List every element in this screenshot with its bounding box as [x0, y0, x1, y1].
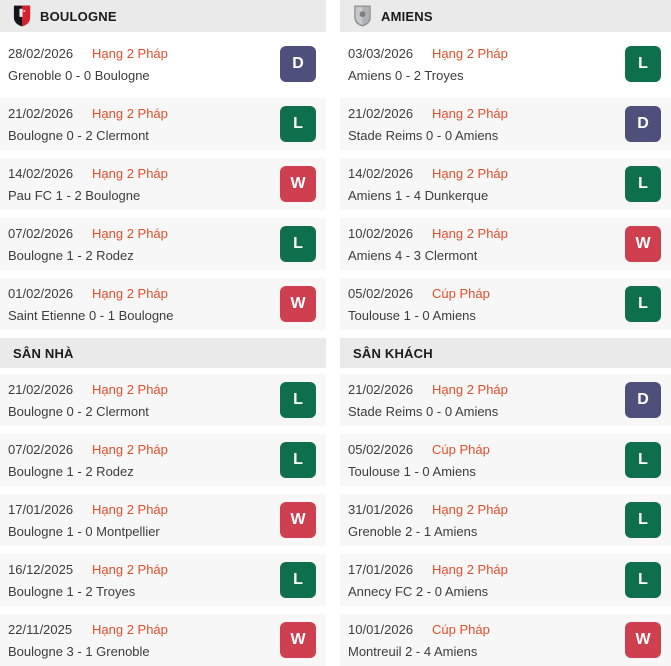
boulogne-recent-matches: [0, 38, 326, 330]
match-score: Boulogne 1 - 2 Troyes: [8, 584, 136, 599]
result-badge: W: [280, 622, 316, 658]
match-score: Amiens 4 - 3 Clermont: [348, 248, 478, 263]
match-date: 22/11/2025: [8, 622, 73, 637]
competition-label: Hạng 2 Pháp: [92, 382, 168, 397]
competition-label: Hạng 2 Pháp: [432, 502, 508, 517]
match-date: 17/01/2026: [8, 502, 74, 517]
match-row[interactable]: [0, 614, 326, 666]
result-badge: L: [280, 382, 316, 418]
match-score: Boulogne 1 - 0 Montpellier: [8, 524, 160, 539]
match-score: Saint Etienne 0 - 1 Boulogne: [8, 308, 174, 323]
section-header-home: [0, 338, 326, 368]
result-badge: L: [280, 442, 316, 478]
match-date: 21/02/2026: [8, 106, 74, 121]
match-row[interactable]: [0, 218, 326, 270]
match-date: 31/01/2026: [348, 502, 414, 517]
match-date: 07/02/2026: [8, 226, 74, 241]
result-badge: W: [280, 166, 316, 202]
competition-label: Hạng 2 Pháp: [92, 622, 168, 637]
competition-label: Hạng 2 Pháp: [432, 166, 508, 181]
boulogne-home-matches: [0, 374, 326, 666]
match-row[interactable]: [340, 158, 671, 210]
competition-label: Cúp Pháp: [432, 622, 490, 637]
result-badge: L: [625, 166, 661, 202]
result-badge: W: [280, 286, 316, 322]
match-row[interactable]: [0, 158, 326, 210]
result-badge: D: [625, 106, 661, 142]
result-badge: L: [625, 442, 661, 478]
result-badge: D: [280, 46, 316, 82]
competition-label: Hạng 2 Pháp: [92, 166, 168, 181]
result-badge: L: [280, 562, 316, 598]
team-name: AMIENS: [381, 8, 433, 24]
result-badge: W: [625, 622, 661, 658]
match-score: Toulouse 1 - 0 Amiens: [348, 464, 476, 479]
match-date: 01/02/2026: [8, 286, 74, 301]
boulogne-crest-icon: [13, 5, 31, 27]
match-score: Annecy FC 2 - 0 Amiens: [348, 584, 489, 599]
competition-label: Hạng 2 Pháp: [92, 226, 168, 241]
match-row[interactable]: [340, 434, 671, 486]
match-score: Grenoble 2 - 1 Amiens: [348, 524, 478, 539]
match-score: Montreuil 2 - 4 Amiens: [348, 644, 478, 659]
competition-label: Hạng 2 Pháp: [92, 442, 168, 457]
match-score: Grenoble 0 - 0 Boulogne: [8, 68, 150, 83]
result-badge: D: [625, 382, 661, 418]
match-row[interactable]: [340, 554, 671, 606]
match-row[interactable]: [0, 434, 326, 486]
result-badge: L: [280, 106, 316, 142]
competition-label: Hạng 2 Pháp: [432, 562, 508, 577]
amiens-away-matches: [340, 374, 671, 666]
match-date: 05/02/2026: [348, 442, 414, 457]
team-header-boulogne: [0, 0, 326, 32]
competition-label: Cúp Pháp: [432, 442, 490, 457]
match-score: Amiens 0 - 2 Troyes: [348, 68, 464, 83]
match-score: Boulogne 1 - 2 Rodez: [8, 464, 134, 479]
match-row[interactable]: [340, 278, 671, 330]
match-date: 10/02/2026: [348, 226, 414, 241]
result-badge: L: [625, 562, 661, 598]
match-score: Amiens 1 - 4 Dunkerque: [348, 188, 489, 203]
match-date: 21/02/2026: [8, 382, 74, 397]
match-score: Stade Reims 0 - 0 Amiens: [348, 404, 499, 419]
match-date: 14/02/2026: [8, 166, 74, 181]
match-row[interactable]: [340, 614, 671, 666]
result-badge: L: [625, 502, 661, 538]
column-amiens: [340, 0, 671, 666]
competition-label: Hạng 2 Pháp: [432, 46, 508, 61]
match-row[interactable]: [0, 98, 326, 150]
match-date: 10/01/2026: [348, 622, 414, 637]
result-badge: W: [280, 502, 316, 538]
column-boulogne: [0, 0, 326, 666]
match-row[interactable]: [0, 278, 326, 330]
match-row[interactable]: [0, 554, 326, 606]
match-date: 07/02/2026: [8, 442, 74, 457]
match-date: 17/01/2026: [348, 562, 414, 577]
match-row[interactable]: [0, 494, 326, 546]
team-name: BOULOGNE: [40, 8, 117, 24]
match-score: Toulouse 1 - 0 Amiens: [348, 308, 476, 323]
match-row[interactable]: [340, 374, 671, 426]
match-date: 21/02/2026: [348, 382, 414, 397]
competition-label: Hạng 2 Pháp: [92, 502, 168, 517]
competition-label: Cúp Pháp: [432, 286, 490, 301]
team-header-amiens: [340, 0, 671, 32]
match-score: Boulogne 3 - 1 Grenoble: [8, 644, 150, 659]
competition-label: Hạng 2 Pháp: [92, 286, 168, 301]
result-badge: W: [625, 226, 661, 262]
result-badge: L: [625, 46, 661, 82]
competition-label: Hạng 2 Pháp: [92, 106, 168, 121]
match-date: 03/03/2026: [348, 46, 414, 61]
match-date: 05/02/2026: [348, 286, 414, 301]
result-badge: L: [625, 286, 661, 322]
section-title: SÂN NHÀ: [13, 345, 74, 361]
match-row[interactable]: [0, 38, 326, 90]
match-score: Boulogne 1 - 2 Rodez: [8, 248, 134, 263]
match-row[interactable]: [340, 494, 671, 546]
amiens-crest-icon: [353, 5, 372, 27]
competition-label: Hạng 2 Pháp: [432, 226, 508, 241]
match-date: 28/02/2026: [8, 46, 74, 61]
match-date: 16/12/2025: [8, 562, 74, 577]
match-score: Pau FC 1 - 2 Boulogne: [8, 188, 141, 203]
match-row[interactable]: [340, 38, 671, 90]
competition-label: Hạng 2 Pháp: [432, 382, 508, 397]
competition-label: Hạng 2 Pháp: [92, 562, 168, 577]
competition-label: Hạng 2 Pháp: [92, 46, 168, 61]
section-header-away: [340, 338, 671, 368]
match-row[interactable]: [340, 98, 671, 150]
match-score: Boulogne 0 - 2 Clermont: [8, 404, 149, 419]
match-date: 14/02/2026: [348, 166, 414, 181]
match-score: Boulogne 0 - 2 Clermont: [8, 128, 149, 143]
match-score: Stade Reims 0 - 0 Amiens: [348, 128, 499, 143]
match-date: 21/02/2026: [348, 106, 414, 121]
result-badge: L: [280, 226, 316, 262]
section-title: SÂN KHÁCH: [353, 345, 433, 361]
match-row[interactable]: [0, 374, 326, 426]
competition-label: Hạng 2 Pháp: [432, 106, 508, 121]
match-row[interactable]: [340, 218, 671, 270]
amiens-recent-matches: [340, 38, 671, 330]
